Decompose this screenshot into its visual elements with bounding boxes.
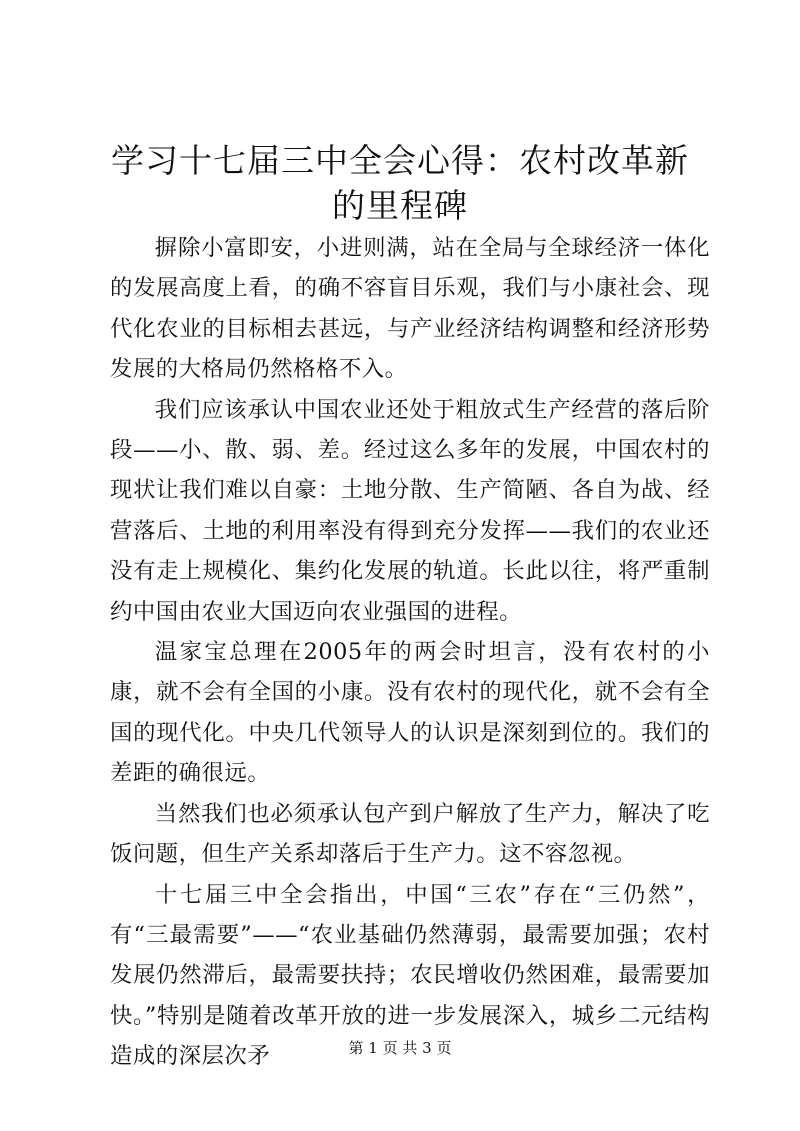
document-title: 学习十七届三中全会心得：农村改革新的里程碑 <box>111 141 689 225</box>
paragraph-1: 摒除小富即安，小进则满，站在全局与全球经济一体化的发展高度上看，的确不容盲目乐观，我们与小康社会、现代化农业的目标相去甚远，与产业经济结构调整和经济形势发展的大格局仍然格格不入。 <box>110 235 710 383</box>
paragraph-4: 当然我们也必须承认包产到户解放了生产力，解决了吃饭问题，但生产关系却落后于生产力。这不容忽视。 <box>110 800 710 868</box>
page-number-footer: 第 1 页 共 3 页 <box>348 1039 452 1057</box>
paragraph-5: 十七届三中全会指出，中国“三农”存在“三仍然”，有“三最需要”——“农业基础仍然薄弱，最需要加强；农村发展仍然滞后，最需要扶持；农民增收仍然困难，最需要加快。”特别是随着改革开放的进一步发展深入，城乡二元结构造成的深层次矛 <box>110 881 710 1070</box>
paragraph-2: 我们应该承认中国农业还处于粗放式生产经营的落后阶段——小、散、弱、差。经过这么多年的发展，中国农村的现状让我们难以自豪：土地分散、生产简陋、各自为战、经营落后、土地的利用率没有得到充分发挥——我们的农业还没有走上规模化、集约化发展的轨道。长此以往，将严重制约中国由农业大国迈向农业强国的进程。 <box>110 396 710 625</box>
document-body <box>110 228 710 1077</box>
paragraph-3: 温家宝总理在2005年的两会时坦言，没有农村的小康，就不会有全国的小康。没有农村的现代化，就不会有全国的现代化。中央几代领导人的认识是深刻到位的。我们的差距的确很远。 <box>110 639 710 787</box>
